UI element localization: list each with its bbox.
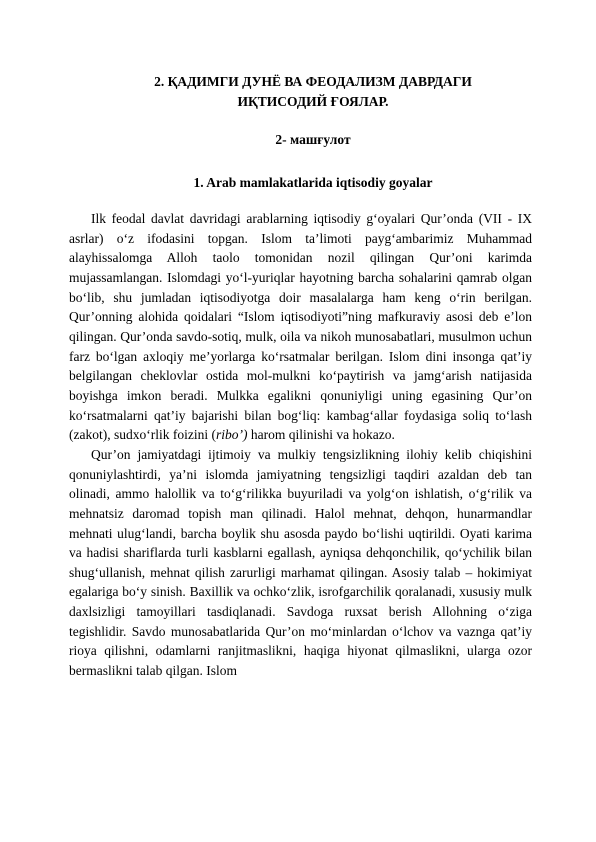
paragraph-1-text-end: harom qilinishi va hokazo. xyxy=(247,427,395,443)
chapter-title xyxy=(90,72,536,112)
paragraph-1 xyxy=(69,209,532,445)
paragraph-1-italic-term: ribo’) xyxy=(215,427,248,443)
chapter-title-line-1: 2. ҚАДИМГИ ДУНЁ ВА ФЕОДАЛИЗМ ДАВРДАГИ xyxy=(154,74,472,89)
section-title: 1. Arab mamlakatlarida iqtisodiy goyalar xyxy=(193,175,433,190)
paragraph-1-text: Ilk feodal davlat davridagi arablarning iqtisodiy g‘oyalari Qur’onda (VII - IX asrlar) o‘z ifodasini topgan. Islom ta’limoti payg‘ambarimiz Muhammad alayhissalomga Alloh taolo tomonidan nozil qilingan Qur’oni karimda mujassamlangan. Islomdagi yo‘l-yuriqlar hayotning barcha sohalarini qamrab olgan bo‘lib, shu jumladan iqtisodiyotga doir masalalarga ham keng o‘rin berilgan. Qur’onning alohida qoidalari “Islom iqtisodiyoti”ning mafkuraviy asosi deb e’lon qilingan. Qur’onda savdo-sotiq, mulk, oila va nikoh munosabatlari, musulmon uchun farz bo‘lgan axloqiy me’yorlarga ko‘rsatmalar berilgan. Islom dini insonga qat’iy belgilangan cheklovlar ostida mol-mulkni ko‘paytirish va jamg‘arish natijasida boyishga imkon beradi. Mulkka egalikni qonuniyligi uning egasining Qur’on ko‘rsatmalarni qat’iy bajarishi bilan bog‘liq: kambag‘allar foydasiga soliq to‘lash (zakot), sudxo‘rlik foizini ( xyxy=(69,211,532,443)
paragraph-2: Qur’on jamiyatdagi ijtimoiy va mulkiy tengsizlikning ilohiy kelib chiqishini qonuniylashtirdi, ya’ni islomda jamiyatning tengsizligi taqdiri azaldan deb tan olinadi, ammo halollik va to‘g‘rilikka buyuriladi va yolg‘on ishlatish, o‘g‘rilik va mehnatsiz daromad topish man qilinadi. Halol mehnat, dehqon, hunarmandlar mehnati ulug‘landi, barcha boylik shu asosda paydo bo‘lishi uqtirildi. Oyati karima va hadisi shariflarda turli kasblarni egallash, ayniqsa dehqonchilik, qo‘ychilik bilan shug‘ullanish, mehnat qilish zarurligi marhamat qilingan. Asosiy talab – hokimiyat egalariga bo‘y sinish. Baxillik va ochko‘zlik, isrofgarchilik qoralanadi, xususiy mulk daxlsizligi tamoyillari tasdiqlanadi. Savdoga ruxsat berish Allohning o‘ziga tegishlidir. Savdo munosabatlarida Qur’on mo‘minlardan o‘lchov va vaznga qat’iy rioya qilishni, odamlarni ranjitmaslikni, haqiga hiyonat qilmaslikni, ularga ozor bermaslikni talab qilgan. Islom xyxy=(69,446,532,679)
body-text xyxy=(69,209,532,681)
lesson-label: 2- машғулот xyxy=(275,132,351,147)
chapter-title-line-2: ИҚТИСОДИЙ ҒОЯЛАР. xyxy=(237,94,389,109)
